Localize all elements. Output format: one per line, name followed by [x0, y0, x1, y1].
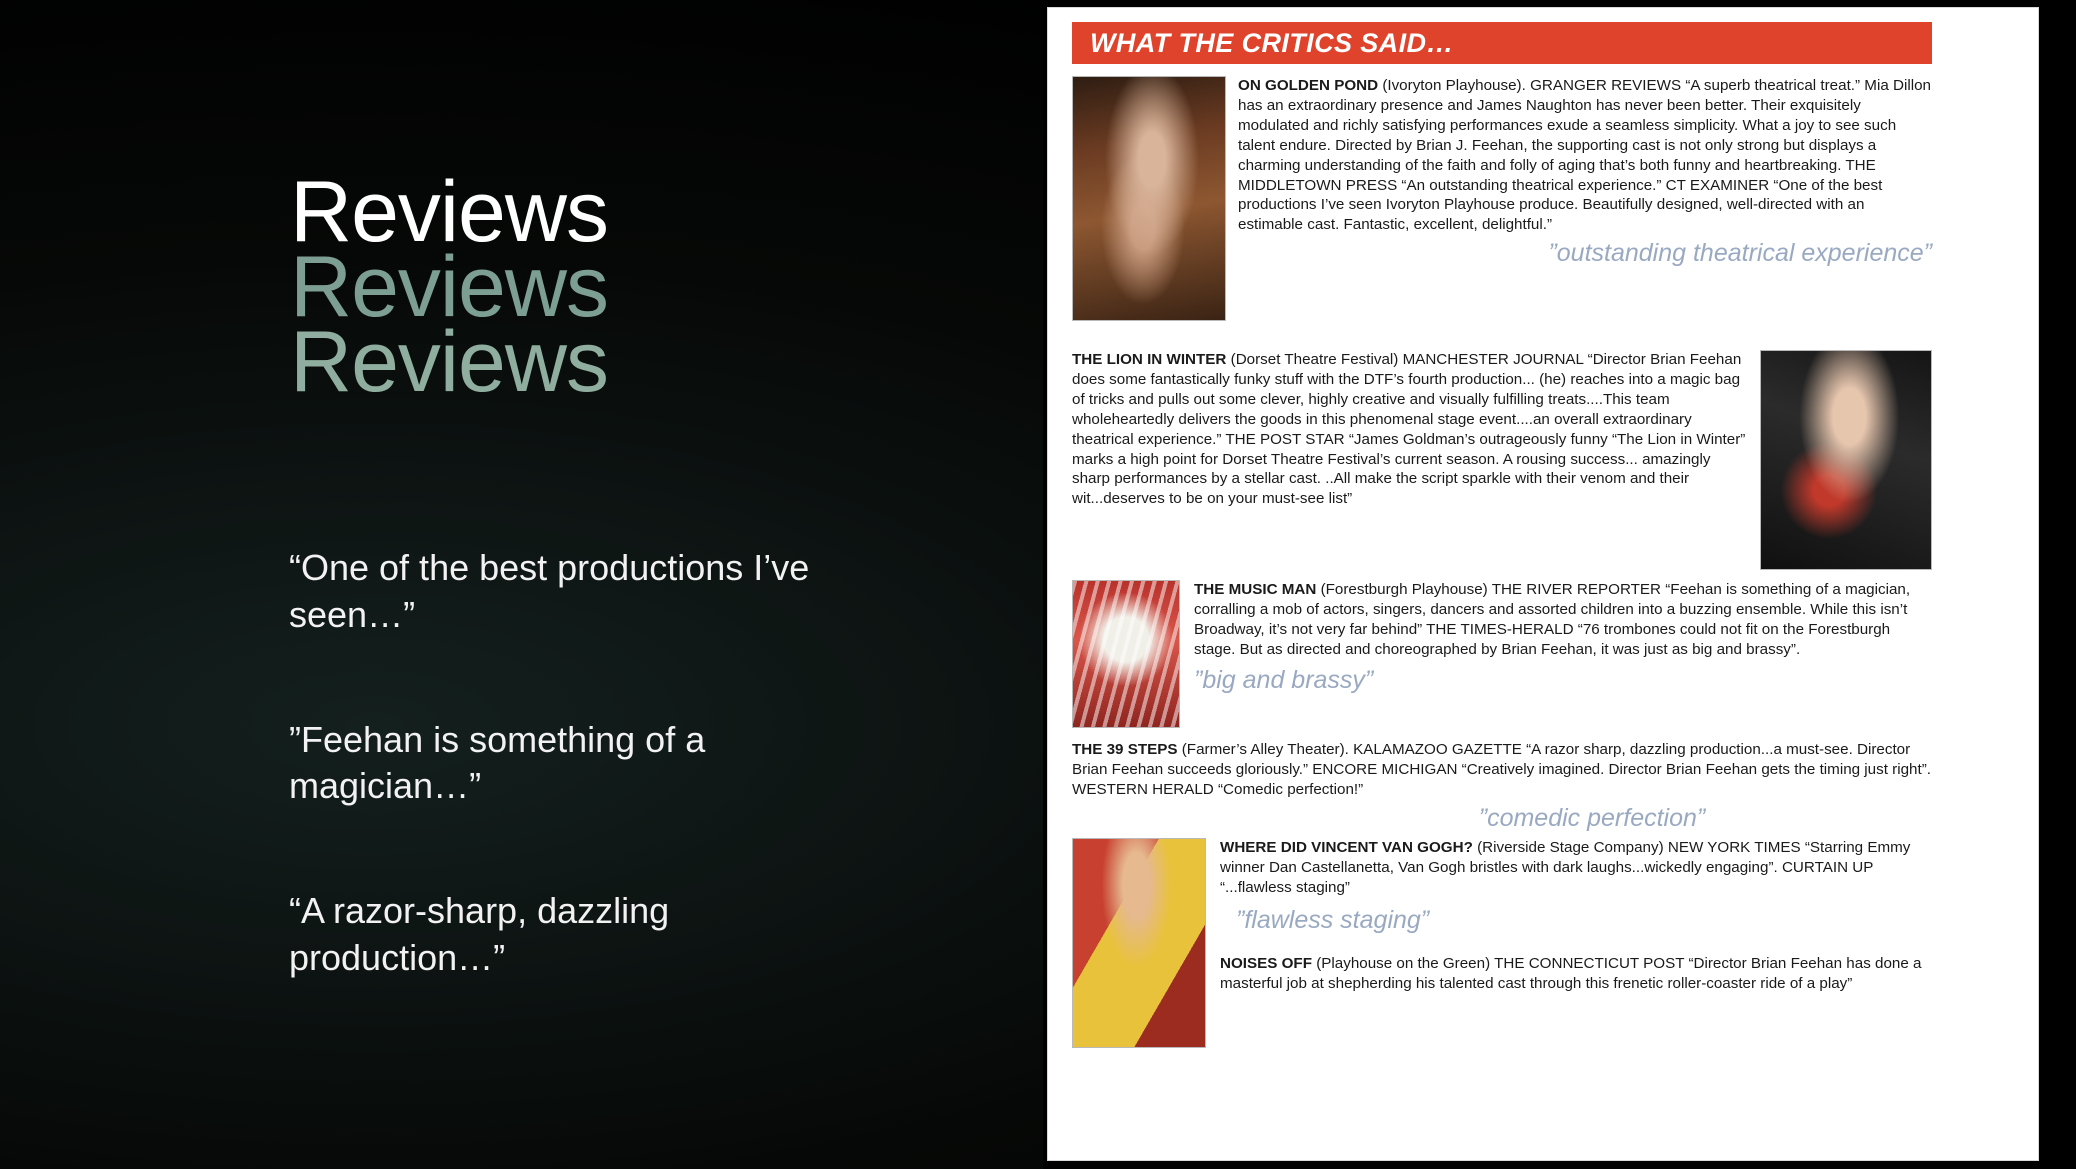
review-block: [1072, 580, 1932, 736]
review-venue: (Riverside Stage Company): [1477, 839, 1664, 856]
review-venue: (Forestburgh Playhouse): [1320, 581, 1488, 598]
review-show-title: ON GOLDEN POND: [1238, 77, 1379, 94]
review-block: [1072, 76, 1932, 338]
right-panel: [1043, 0, 2076, 1169]
review-show-title: THE LION IN WINTER: [1072, 351, 1227, 368]
press-sheet-image: [1048, 8, 2038, 1160]
press-sheet-banner: [1072, 22, 1932, 64]
page-title-line-2: Reviews: [290, 238, 608, 335]
review-venue: (Ivoryton Playhouse).: [1382, 77, 1526, 94]
production-photo-lion-in-winter: [1760, 350, 1932, 570]
page-title-line-3: Reviews: [290, 313, 608, 410]
review-block: [1072, 838, 1932, 938]
review-venue: (Farmer’s Alley Theater).: [1181, 741, 1349, 758]
production-photo-music-man: [1072, 580, 1180, 728]
highlight-quote: “One of the best productions I’ve seen…”: [289, 547, 810, 635]
review-pullquote: ”outstanding theatrical experience”: [1548, 239, 1932, 268]
production-photo-van-gogh: [1072, 838, 1206, 1048]
review-venue: (Playhouse on the Green): [1316, 955, 1491, 972]
highlight-quote: ”Feehan is something of a magician…”: [289, 718, 706, 807]
review-block: [1072, 740, 1932, 836]
review-body: THE RIVER REPORTER “Feehan is something of a magician, corralling a mob of actors, singers, dancers and assorted children into a buzzing ensemble. While this isn’t Broadway, it’s not very far behind” THE TIMES-HERALD “76 trombones could not fit on the Forestburgh stage. But as directed and choreographed by Brian Feehan, it was just as big and brassy”.: [1194, 581, 1911, 658]
highlight-quote-list: [289, 545, 849, 982]
review-body: KALAMAZOO GAZETTE “A razor sharp, dazzling production...a must-see. Director Brian Feehan succeeds gloriously.” ENCORE MICHIGAN “Creatively imagined. Director Brian Feehan gets the timing just right”. WESTERN HERALD “Comedic perfection!”: [1072, 741, 1931, 798]
production-photo-on-golden-pond: [1072, 76, 1226, 321]
review-pullquote: ”big and brassy”: [1194, 665, 1374, 694]
review-block: [1072, 350, 1932, 574]
review-show-title: NOISES OFF: [1220, 955, 1312, 972]
review-show-title: THE MUSIC MAN: [1194, 581, 1317, 598]
review-body: THE CONNECTICUT POST “Director Brian Feehan has done a masterful job at shepherding his talented cast through this frenetic roller-coaster ride of a play”: [1220, 955, 1922, 992]
review-pullquote: ”flawless staging”: [1236, 905, 1430, 934]
review-body: GRANGER REVIEWS “A superb theatrical treat.” Mia Dillon has an extraordinary presence and James Naughton has never been better. Their exquisitely modulated and richly satisfying performances exude a seamless simplicity. What a joy to see such talent endure. Directed by Brian J. Feehan, the supporting cast is not only strong but displays a charming understanding of the faith and folly of aging that’s both funny and heartbreaking. THE MIDDLETOWN PRESS “An outstanding theatrical experience.” CT EXAMINER “One of the best productions I’ve seen Ivoryton Playhouse produce. Beautifully designed, well-directed with an estimable cast. Fantastic, excellent, delightful.”: [1238, 77, 1931, 234]
highlight-quote: “A razor-sharp, dazzling production…”: [289, 890, 670, 978]
review-venue: (Dorset Theatre Festival): [1230, 351, 1399, 368]
review-body: MANCHESTER JOURNAL “Director Brian Feehan does some fantastically funky stuff with the DTF’s fourth production... (he) reaches into a magic bag of tricks and pulls out some clever, highly creative and visually fulfilling treats....This team wholeheartedly delivers the goods in this phenomenal stage event....an overall extraordinary theatrical experience.” THE POST STAR “James Goldman’s outrageously funny “The Lion in Winter” marks a high point for Dorset Theatre Festival’s current season. A rousing success... amazingly sharp performances by a stellar cast. ..All make the script sparkle with their venom and their wit...deserves to be on your must-see list”: [1072, 351, 1746, 508]
review-body: NEW YORK TIMES “Starring Emmy winner Dan Castellanetta, Van Gogh bristles with dark laughs...wickedly engaging”. CURTAIN UP “...flawless staging”: [1220, 839, 1911, 896]
review-show-title: THE 39 STEPS: [1072, 741, 1178, 758]
page-title: [290, 164, 608, 410]
page-title-line-1: Reviews: [290, 164, 608, 260]
review-show-title: WHERE DID VINCENT VAN GOGH?: [1220, 839, 1473, 856]
review-block: [1072, 954, 1932, 994]
review-pullquote: ”comedic perfection”: [1478, 803, 1706, 832]
press-sheet-banner-label: WHAT THE CRITICS SAID…: [1090, 27, 1454, 58]
